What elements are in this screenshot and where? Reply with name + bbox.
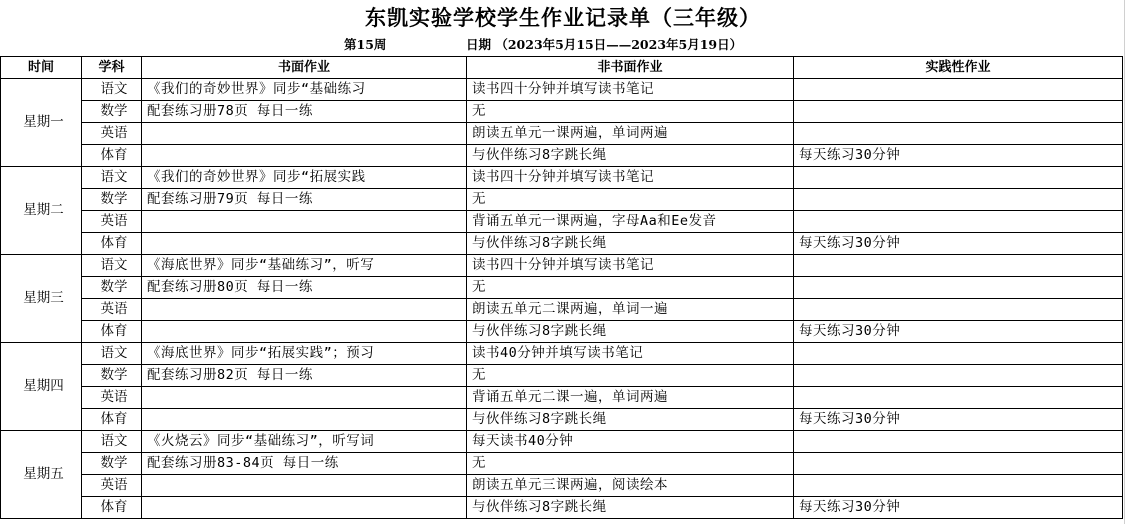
nonwritten-homework-cell: 与伙伴练习8字跳长绳 [467,233,794,255]
subject-cell: 英语 [82,299,142,321]
subject-cell: 语文 [82,431,142,453]
written-homework-cell [142,409,467,431]
practice-homework-cell [794,475,1123,497]
subject-cell: 语文 [82,343,142,365]
practice-homework-cell [794,299,1123,321]
written-homework-cell: 配套练习册82页 每日一练 [142,365,467,387]
written-homework-cell: 《火烧云》同步“基础练习”，听写词 [142,431,467,453]
nonwritten-homework-cell: 读书四十分钟并填写读书笔记 [467,167,794,189]
subject-cell: 体育 [82,233,142,255]
subject-cell: 语文 [82,255,142,277]
written-homework-cell [142,387,467,409]
day-cell: 星期五 [1,431,82,519]
sheet-title: 东凯实验学校学生作业记录单（三年级） [365,5,761,30]
table-row [1,343,1123,365]
sheet-gridline [1124,0,1125,524]
day-cell: 星期三 [1,255,82,343]
nonwritten-homework-cell: 无 [467,365,794,387]
subject-cell: 英语 [82,387,142,409]
nonwritten-homework-cell: 朗读五单元三课两遍，阅读绘本 [467,475,794,497]
written-homework-cell: 配套练习册78页 每日一练 [142,101,467,123]
table-row [1,497,1123,519]
header-row [1,57,1123,79]
nonwritten-homework-cell: 朗读五单元一课两遍，单词两遍 [467,123,794,145]
subject-cell: 体育 [82,145,142,167]
written-homework-cell: 配套练习册80页 每日一练 [142,277,467,299]
nonwritten-homework-cell: 与伙伴练习8字跳长绳 [467,145,794,167]
written-homework-cell [142,475,467,497]
table-row [1,365,1123,387]
day-cell: 星期四 [1,343,82,431]
subject-cell: 英语 [82,475,142,497]
table-row [1,299,1123,321]
practice-homework-cell: 每天练习30分钟 [794,497,1123,519]
practice-homework-cell [794,211,1123,233]
written-homework-cell: 配套练习册79页 每日一练 [142,189,467,211]
practice-homework-cell [794,79,1123,101]
header-practice: 实践性作业 [794,57,1123,79]
practice-homework-cell [794,365,1123,387]
written-homework-cell [142,211,467,233]
subject-cell: 数学 [82,365,142,387]
table-body [1,79,1123,519]
practice-homework-cell: 每天练习30分钟 [794,409,1123,431]
practice-homework-cell [794,453,1123,475]
written-homework-cell: 《海底世界》同步“拓展实践”；预习 [142,343,467,365]
table-row [1,387,1123,409]
header-time: 时间 [1,57,82,79]
written-homework-cell: 《海底世界》同步“基础练习”，听写 [142,255,467,277]
subject-cell: 数学 [82,189,142,211]
subject-cell: 语文 [82,167,142,189]
written-homework-cell: 《我们的奇妙世界》同步“拓展实践 [142,167,467,189]
table-row [1,123,1123,145]
header-written: 书面作业 [142,57,467,79]
header-nonwritten: 非书面作业 [467,57,794,79]
table-row [1,79,1123,101]
practice-homework-cell [794,167,1123,189]
table-row [1,431,1123,453]
table-row [1,321,1123,343]
header-subject: 学科 [82,57,142,79]
date-range: 日期 （2023年5月15日——2023年5月19日） [466,37,743,52]
nonwritten-homework-cell: 无 [467,453,794,475]
written-homework-cell: 《我们的奇妙世界》同步“基础练习 [142,79,467,101]
nonwritten-homework-cell: 读书40分钟并填写读书笔记 [467,343,794,365]
written-homework-cell [142,233,467,255]
nonwritten-homework-cell: 背诵五单元一课两遍，字母Aa和Ee发音 [467,211,794,233]
nonwritten-homework-cell: 读书四十分钟并填写读书笔记 [467,79,794,101]
nonwritten-homework-cell: 与伙伴练习8字跳长绳 [467,497,794,519]
nonwritten-homework-cell: 读书四十分钟并填写读书笔记 [467,255,794,277]
nonwritten-homework-cell: 无 [467,101,794,123]
nonwritten-homework-cell: 每天读书40分钟 [467,431,794,453]
practice-homework-cell [794,255,1123,277]
table-row [1,475,1123,497]
subject-cell: 数学 [82,453,142,475]
practice-homework-cell [794,123,1123,145]
table-row [1,409,1123,431]
nonwritten-homework-cell: 与伙伴练习8字跳长绳 [467,321,794,343]
subject-cell: 英语 [82,211,142,233]
practice-homework-cell [794,343,1123,365]
table-row [1,145,1123,167]
written-homework-cell [142,321,467,343]
table-row [1,453,1123,475]
practice-homework-cell [794,387,1123,409]
subject-cell: 体育 [82,409,142,431]
table-row [1,233,1123,255]
practice-homework-cell [794,431,1123,453]
week-label: 第15周 [344,37,387,52]
practice-homework-cell [794,189,1123,211]
day-cell: 星期二 [1,167,82,255]
table-row [1,101,1123,123]
written-homework-cell [142,145,467,167]
table-row [1,255,1123,277]
practice-homework-cell [794,277,1123,299]
nonwritten-homework-cell: 朗读五单元二课两遍，单词一遍 [467,299,794,321]
subject-cell: 英语 [82,123,142,145]
practice-homework-cell [794,101,1123,123]
nonwritten-homework-cell: 背诵五单元二课一遍，单词两遍 [467,387,794,409]
table-row [1,167,1123,189]
nonwritten-homework-cell: 无 [467,277,794,299]
day-cell: 星期一 [1,79,82,167]
subject-cell: 体育 [82,321,142,343]
written-homework-cell: 配套练习册83-84页 每日一练 [142,453,467,475]
practice-homework-cell: 每天练习30分钟 [794,233,1123,255]
nonwritten-homework-cell: 与伙伴练习8字跳长绳 [467,409,794,431]
nonwritten-homework-cell: 无 [467,189,794,211]
table-row [1,211,1123,233]
subject-cell: 语文 [82,79,142,101]
subject-cell: 数学 [82,101,142,123]
table-row [1,277,1123,299]
homework-table [0,56,1123,519]
subject-cell: 数学 [82,277,142,299]
written-homework-cell [142,497,467,519]
written-homework-cell [142,299,467,321]
written-homework-cell [142,123,467,145]
practice-homework-cell: 每天练习30分钟 [794,321,1123,343]
table-row [1,189,1123,211]
subject-cell: 体育 [82,497,142,519]
practice-homework-cell: 每天练习30分钟 [794,145,1123,167]
